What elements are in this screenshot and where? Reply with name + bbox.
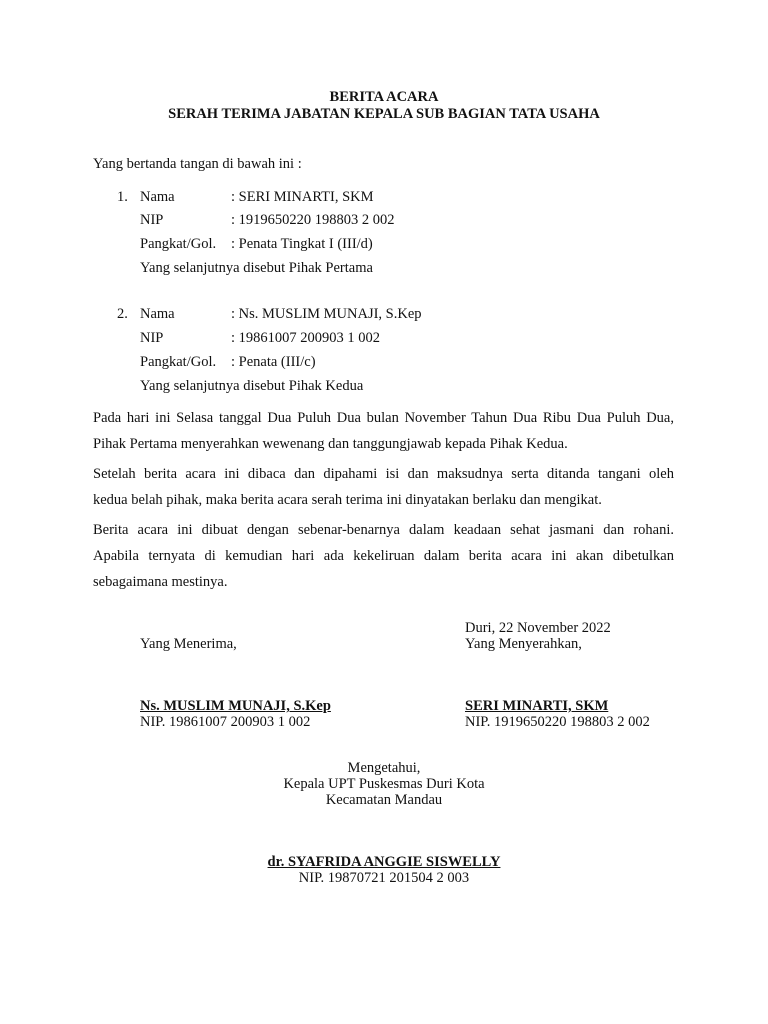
nama-value: : Ns. MUSLIM MUNAJI, S.Kep: [231, 306, 422, 322]
acknowledgement-name: [0, 854, 768, 870]
paragraph-line: Pada hari ini Selasa tanggal Dua Puluh Dua bulan November Tahun Dua Ribu Dua Puluh Dua,: [93, 410, 674, 426]
paragraph-handover-date: [93, 405, 674, 457]
nip-label: NIP: [140, 212, 164, 228]
acknowledgement-position: Kepala UPT Puskesmas Duri Kota: [283, 776, 485, 792]
party-alias: Yang selanjutnya disebut Pihak Kedua: [140, 378, 364, 394]
document-title: BERITA ACARA: [329, 89, 439, 105]
nip-value: : 1919650220 198803 2 002: [231, 212, 395, 228]
paragraph-line: Setelah berita acara ini dibaca dan dipahami isi dan maksudnya serta ditanda tangani oleh: [93, 466, 674, 482]
paragraph-line: kedua belah pihak, maka berita acara serah terima ini dinyatakan berlaku dan mengikat.: [93, 492, 602, 508]
nip-value: : 19861007 200903 1 002: [231, 330, 381, 346]
document-subtitle: SERAH TERIMA JABATAN KEPALA SUB BAGIAN TATA USAHA: [168, 106, 600, 122]
nama-value: : SERI MINARTI, SKM: [231, 189, 374, 205]
paragraph-line: Berita acara ini dibuat dengan sebenar-benarnya dalam keadaan sehat jasmani dan rohani.: [93, 522, 674, 538]
giver-nip: NIP. 1919650220 198803 2 002: [465, 714, 650, 730]
paragraph-line: sebagaimana mestinya.: [93, 574, 228, 590]
giver-name: SERI MINARTI, SKM: [465, 698, 609, 714]
party-number: 1.: [117, 189, 128, 205]
giver-label: Yang Menyerahkan,: [465, 636, 582, 652]
acknowledgement-nip: NIP. 19870721 201504 2 003: [298, 870, 470, 886]
intro-text: Yang bertanda tangan di bawah ini :: [93, 156, 302, 172]
paragraph-line: Pihak Pertama menyerahkan wewenang dan tanggungjawab kepada Pihak Kedua.: [93, 436, 568, 452]
receiver-nip: NIP. 19861007 200903 1 002: [140, 714, 311, 730]
acknowledgement-district: Kecamatan Mandau: [325, 792, 443, 808]
paragraph-declaration: [93, 517, 674, 595]
pangkat-label: Pangkat/Gol.: [140, 354, 217, 370]
acknowledgement-label: Mengetahui,: [347, 760, 421, 776]
pangkat-value: : Penata (III/c): [231, 354, 316, 370]
nama-label: Nama: [140, 306, 175, 322]
party-alias: Yang selanjutnya disebut Pihak Pertama: [140, 260, 373, 276]
pangkat-label: Pangkat/Gol.: [140, 236, 217, 252]
place-date: Duri, 22 November 2022: [465, 620, 611, 636]
receiver-label: Yang Menerima,: [140, 636, 237, 652]
paragraph-validity: [93, 461, 674, 513]
receiver-name: Ns. MUSLIM MUNAJI, S.Kep: [140, 698, 331, 714]
pangkat-value: : Penata Tingkat I (III/d): [231, 236, 373, 252]
nip-label: NIP: [140, 330, 164, 346]
paragraph-line: Apabila ternyata di kemudian hari ada kekeliruan dalam berita acara ini akan dibetulkan: [93, 548, 674, 564]
party-number: 2.: [117, 306, 128, 322]
acknowledgement-name-text: dr. SYAFRIDA ANGGIE SISWELLY: [267, 854, 501, 870]
nama-label: Nama: [140, 189, 175, 205]
